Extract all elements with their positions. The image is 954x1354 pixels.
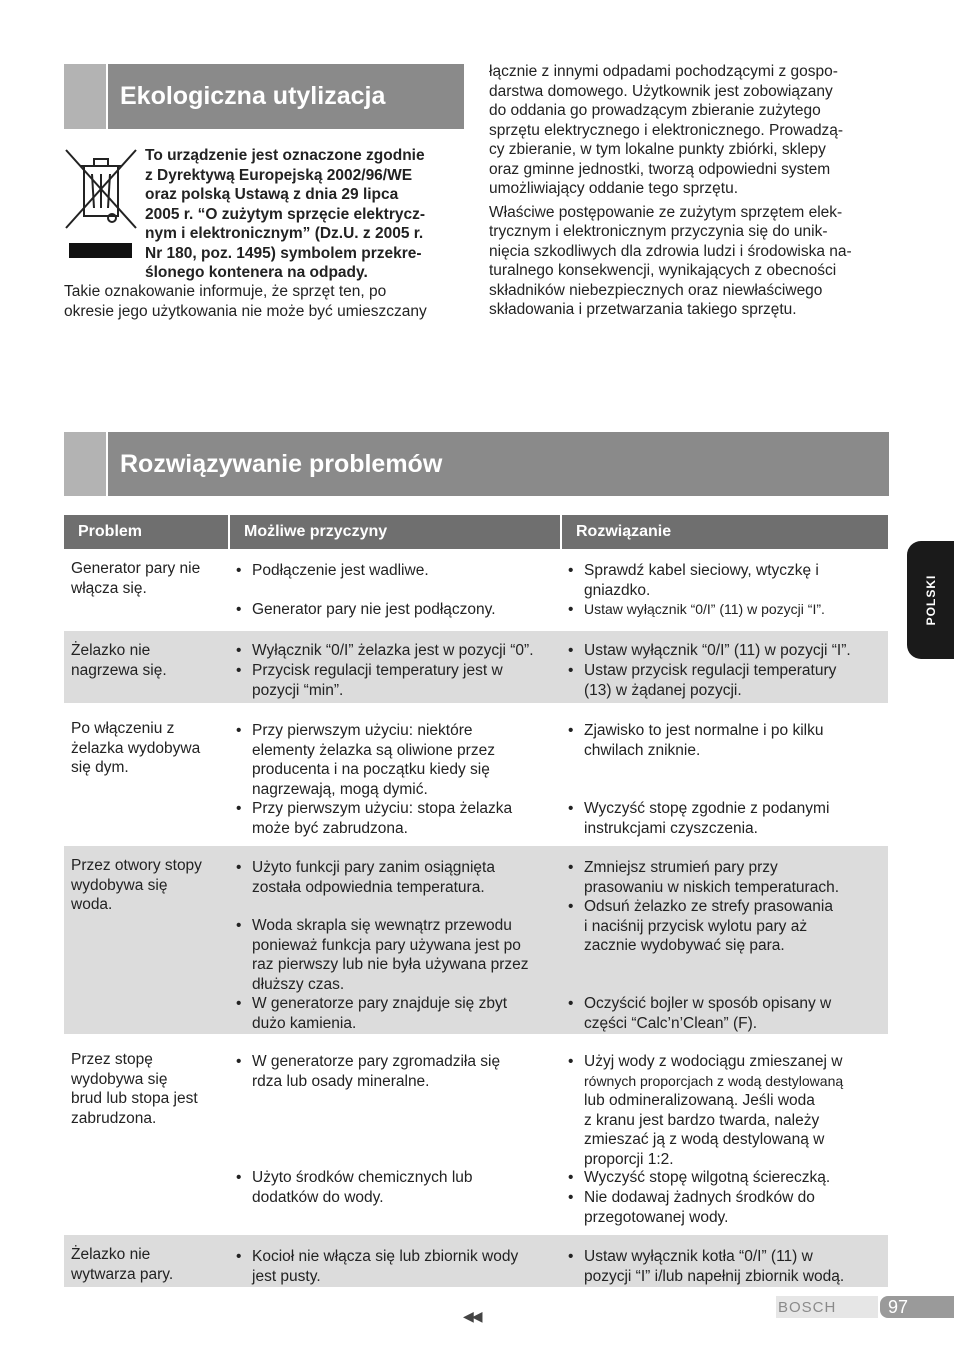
problem-cell — [64, 846, 230, 1034]
item-text — [584, 799, 829, 838]
eco-paragraph — [489, 203, 899, 320]
solution-cell — [562, 846, 888, 1034]
text-line: Ustaw przycisk regulacji temperatury — [584, 662, 837, 679]
text-line: chwilach zniknie. — [584, 741, 701, 759]
problem-text: Przez stopę — [71, 1051, 153, 1068]
bullet-icon: • — [568, 601, 574, 618]
text-line: Wyłącznik “0/I” żelazka jest w pozycji “0”. — [252, 642, 534, 659]
cause-item — [236, 916, 529, 994]
text-line: dużo kamienia. — [252, 1014, 357, 1032]
solution-item — [568, 1052, 843, 1169]
item-text — [584, 561, 819, 600]
causes-cell — [230, 1040, 562, 1229]
text-line: elementy żelazka są oliwione przez — [252, 741, 495, 759]
text-line: 2005 r. “O zużytym sprzęcie elektrycz- — [145, 205, 426, 223]
bullet-icon: • — [236, 1169, 242, 1186]
item-text — [584, 721, 824, 760]
problem-text: Generator pary nie — [71, 560, 201, 577]
causes-cell — [230, 631, 562, 703]
item-text — [584, 1052, 843, 1169]
problem-text: wytwarza pary. — [71, 1265, 174, 1283]
bullet-icon: • — [236, 562, 242, 579]
cause-item — [236, 1052, 500, 1091]
problem-text: wydobywa się — [71, 1070, 168, 1088]
problem-cell — [64, 1040, 230, 1229]
item-text — [584, 858, 839, 897]
text-line: Właściwe postępowanie ze zużytym sprzętem elek- — [489, 203, 843, 221]
text-line: W generatorze pary zgromadziła się — [252, 1053, 501, 1070]
text-line: (13) w żądanej pozycji. — [584, 681, 742, 699]
cause-item — [236, 799, 512, 838]
text-line: nagrzewają, mogą dymić. — [252, 780, 428, 798]
solution-cell — [562, 709, 888, 840]
table-row — [64, 549, 888, 625]
text-line: z kranu jest bardzo twarda, należy — [584, 1111, 820, 1129]
text-line: części “Calc’n’Clean” (F). — [584, 1014, 758, 1032]
item-text — [584, 661, 836, 700]
text-line: pozycji “I” i/lub napełnij zbiornik wodą. — [584, 1267, 845, 1285]
problem-text: woda. — [71, 896, 113, 913]
bullet-icon: • — [568, 642, 574, 659]
text-line: Przycisk regulacji temperatury jest w — [252, 662, 503, 679]
item-text — [252, 1168, 473, 1207]
item-text — [584, 1247, 844, 1286]
troubleshooting-section-title: Rozwiązywanie problemów — [120, 449, 443, 478]
table-row — [64, 1235, 888, 1287]
text-line: Ustaw wyłącznik “0/I” (11) w pozycji “I”. — [584, 601, 825, 617]
solution-item — [568, 897, 833, 956]
text-line: Zjawisko to jest normalne i po kilku — [584, 722, 824, 739]
text-line: Takie oznakowanie informuje, że sprzęt ten, po — [64, 283, 387, 300]
problem-text: Po włączeniu z — [71, 720, 175, 737]
text-line: nym i elektronicznym” (Dz.U. z 2005 r. — [145, 225, 424, 242]
solution-item — [568, 641, 851, 661]
cause-item — [236, 1168, 473, 1207]
text-line: To urządzenie jest oznaczone zgodnie — [145, 147, 425, 164]
item-text — [584, 994, 831, 1033]
problem-text: Żelazko nie — [71, 642, 151, 659]
bullet-icon: • — [236, 722, 242, 739]
cause-item — [236, 721, 495, 799]
text-line: Użyto środków chemicznych lub — [252, 1169, 473, 1186]
problem-text: żelazka wydobywa — [71, 739, 201, 757]
column-header-problem: Problem — [64, 515, 230, 549]
bullet-icon: • — [568, 1189, 574, 1206]
language-tab-label: POLSKI — [923, 574, 938, 626]
bullet-icon: • — [236, 662, 242, 679]
text-line: turalnego konsekwencji, wynikających z obecności — [489, 262, 837, 279]
text-line: została odpowiednia temperatura. — [252, 878, 485, 896]
text-line: jest pusty. — [252, 1267, 321, 1285]
solution-item — [568, 721, 824, 760]
bullet-icon: • — [568, 859, 574, 876]
text-line: oraz polską Ustawą z dnia 29 lipca — [145, 186, 399, 203]
item-text — [584, 1168, 830, 1188]
back-arrows-icon[interactable]: ◀◀ — [463, 1308, 481, 1324]
problem-text: brud lub stopa jest — [71, 1090, 198, 1107]
text-line: Użyj wody z wodociągu zmieszanej w — [584, 1053, 843, 1070]
bullet-icon: • — [568, 898, 574, 915]
table-header-row — [64, 515, 888, 549]
solution-item — [568, 561, 819, 600]
solution-item — [568, 1247, 844, 1286]
text-line: ślonego kontenera na odpady. — [145, 264, 368, 281]
text-line: Odsuń żelazko ze strefy prasowania — [584, 898, 833, 915]
item-text — [252, 641, 534, 661]
problem-text: Przez otwory stopy — [71, 857, 202, 874]
bullet-icon: • — [236, 642, 242, 659]
bullet-icon: • — [236, 995, 242, 1012]
bullet-icon: • — [236, 1248, 242, 1265]
bullet-icon: • — [568, 1169, 574, 1186]
text-line: Użyto funkcji pary zanim osiągnięta — [252, 859, 495, 876]
bullet-icon: • — [568, 1248, 574, 1265]
solution-item — [568, 661, 836, 700]
text-line: cy zbieranie, w tym lokalne punkty zbiórki, sklepy — [489, 141, 826, 158]
text-line: składowania i przetwarzania takiego sprzętu. — [489, 301, 797, 318]
brand-label: BOSCH — [776, 1296, 878, 1318]
troubleshooting-table — [64, 515, 888, 1287]
text-line: Sprawdź kabel sieciowy, wtyczkę i — [584, 562, 819, 579]
text-line: okresie jego użytkowania nie może być umieszczany — [64, 302, 427, 320]
text-line: równych proporcjach z wodą destylowaną — [584, 1072, 844, 1089]
text-line: lub odmineralizowaną. Jeśli woda — [584, 1092, 815, 1109]
text-line: do oddania go prowadzącym zbieranie zużytego — [489, 102, 821, 119]
solution-item — [568, 1188, 815, 1227]
solution-cell — [562, 1040, 888, 1229]
text-line: raz pierwszy lub nie była używana przez — [252, 956, 529, 973]
problem-text: włącza się. — [71, 579, 147, 597]
item-text — [252, 858, 495, 897]
solution-item — [568, 858, 839, 897]
bullet-icon: • — [236, 800, 242, 817]
problem-cell — [64, 709, 230, 840]
problem-text: zabrudzona. — [71, 1109, 157, 1127]
bullet-icon: • — [568, 722, 574, 739]
causes-cell — [230, 709, 562, 840]
text-line: umożliwiający oddanie tego sprzętu. — [489, 180, 738, 197]
text-line: Woda skrapla się wewnątrz przewodu — [252, 917, 512, 934]
column-header-causes: Możliwe przyczyny — [230, 515, 562, 549]
text-line: pozycji “min”. — [252, 681, 344, 699]
causes-cell — [230, 549, 562, 625]
item-text — [252, 799, 512, 838]
item-text — [584, 897, 833, 956]
item-text — [584, 600, 825, 620]
text-line: W generatorze pary znajduje się zbyt — [252, 995, 508, 1012]
cause-item — [236, 561, 429, 581]
eco-intro-bold — [145, 146, 465, 283]
item-text — [252, 1052, 500, 1091]
text-line: Oczyścić bojler w sposób opisany w — [584, 995, 832, 1012]
cause-item — [236, 994, 507, 1033]
bullet-icon: • — [568, 562, 574, 579]
text-line: sprzętu elektrycznego i elektronicznego. Prowadzą- — [489, 121, 844, 139]
header-accent — [64, 432, 108, 496]
text-line: trycznym i elektronicznym przyczynia się do unik- — [489, 223, 828, 240]
problem-text: wydobywa się — [71, 876, 168, 894]
text-line: prasowaniu w niskich temperaturach. — [584, 878, 840, 896]
cause-item — [236, 641, 534, 661]
text-line: Nr 180, poz. 1495) symbolem przekre- — [145, 244, 422, 262]
text-line: proporcji 1:2. — [584, 1150, 674, 1168]
text-line: Przy pierwszym użyciu: stopa żelazka — [252, 800, 513, 817]
troubleshooting-section-header — [64, 432, 889, 496]
text-line: ponieważ funkcja pary używana jest po — [252, 936, 521, 954]
bullet-icon: • — [568, 1053, 574, 1070]
text-line: łącznie z innymi odpadami pochodzącymi z gospo- — [489, 63, 838, 80]
table-body — [64, 549, 888, 1287]
eco-intro-text — [64, 282, 474, 321]
solution-item — [568, 994, 831, 1033]
eco-paragraph — [489, 62, 899, 199]
language-tab — [907, 541, 954, 659]
header-accent — [64, 64, 108, 129]
text-line: Ustaw wyłącznik “0/I” (11) w pozycji “I”. — [584, 642, 851, 659]
eco-section-title: Ekologiczna utylizacja — [120, 82, 386, 110]
bin-underline-bar — [69, 243, 132, 258]
cause-item — [236, 858, 495, 897]
causes-cell — [230, 1235, 562, 1287]
causes-cell — [230, 846, 562, 1034]
item-text — [252, 994, 507, 1033]
solution-item — [568, 600, 825, 620]
problem-text: Żelazko nie — [71, 1246, 151, 1263]
text-line: zmieszać ją z wodą destylowaną w — [584, 1131, 825, 1148]
solution-item — [568, 799, 829, 838]
problem-text: się dym. — [71, 759, 129, 776]
text-line: darstwa domowego. Użytkownik jest zobowiązany — [489, 82, 833, 100]
table-row — [64, 846, 888, 1034]
text-line: składników niebezpiecznych oraz niewłaściwego — [489, 281, 823, 299]
text-line: Nie dodawaj żadnych środków do — [584, 1189, 815, 1206]
solution-cell — [562, 631, 888, 703]
item-text — [252, 916, 529, 994]
cause-item — [236, 1247, 518, 1286]
table-row — [64, 709, 888, 840]
cause-item — [236, 661, 503, 700]
item-text — [252, 1247, 518, 1286]
text-line: zacznie wydobywać się para. — [584, 937, 785, 954]
text-line: Wyczyść stopę zgodnie z podanymi — [584, 800, 830, 817]
solution-item — [568, 1168, 830, 1188]
text-line: oraz gminne jednostki, tworzą odpowiedni system — [489, 160, 831, 178]
problem-cell — [64, 631, 230, 703]
problem-text: nagrzewa się. — [71, 661, 167, 679]
crossed-out-bin-icon — [64, 148, 138, 230]
text-line: Generator pary nie jest podłączony. — [252, 601, 496, 618]
text-line: może być zabrudzona. — [252, 819, 408, 837]
problem-cell — [64, 549, 230, 625]
page-number: 97 — [880, 1296, 954, 1318]
text-line: dłuższy czas. — [252, 975, 345, 993]
column-header-solution: Rozwiązanie — [576, 523, 672, 540]
text-line: Ustaw wyłącznik kotła “0/I” (11) w — [584, 1248, 813, 1265]
bullet-icon: • — [236, 859, 242, 876]
item-text — [252, 561, 429, 581]
bullet-icon: • — [236, 917, 242, 934]
text-line: Podłączenie jest wadliwe. — [252, 562, 429, 579]
bullet-icon: • — [236, 1053, 242, 1070]
table-row — [64, 631, 888, 703]
item-text — [252, 661, 503, 700]
item-text — [584, 641, 851, 661]
eco-right-column — [489, 62, 899, 320]
text-line: i naciśnij przycisk wylotu pary aż — [584, 917, 808, 935]
bullet-icon: • — [236, 601, 242, 618]
text-line: nięcia szkodliwych dla zdrowia ludzi i środowiska na- — [489, 242, 852, 260]
cause-item — [236, 600, 496, 620]
text-line: instrukcjami czyszczenia. — [584, 819, 758, 837]
item-text — [252, 600, 496, 620]
table-row — [64, 1040, 888, 1229]
text-line: Przy pierwszym użyciu: niektóre — [252, 722, 473, 739]
item-text — [584, 1188, 815, 1227]
bullet-icon: • — [568, 662, 574, 679]
bullet-icon: • — [568, 800, 574, 817]
text-line: rdza lub osady mineralne. — [252, 1072, 430, 1090]
text-line: dodatków do wody. — [252, 1188, 384, 1206]
text-line: Zmniejsz strumień pary przy — [584, 859, 778, 876]
text-line: z Dyrektywą Europejską 2002/96/WE — [145, 166, 413, 184]
solution-cell — [562, 1235, 888, 1287]
problem-cell — [64, 1235, 230, 1287]
solution-cell — [562, 549, 888, 625]
text-line: producenta i na początku kiedy się — [252, 761, 490, 778]
text-line: Kocioł nie włącza się lub zbiornik wody — [252, 1248, 519, 1265]
bullet-icon: • — [568, 995, 574, 1012]
text-line: Wyczyść stopę wilgotną ściereczką. — [584, 1169, 831, 1186]
text-line: przegotowanej wody. — [584, 1208, 729, 1226]
text-line: gniazdko. — [584, 581, 651, 599]
item-text — [252, 721, 495, 799]
eco-section-header — [64, 64, 464, 129]
